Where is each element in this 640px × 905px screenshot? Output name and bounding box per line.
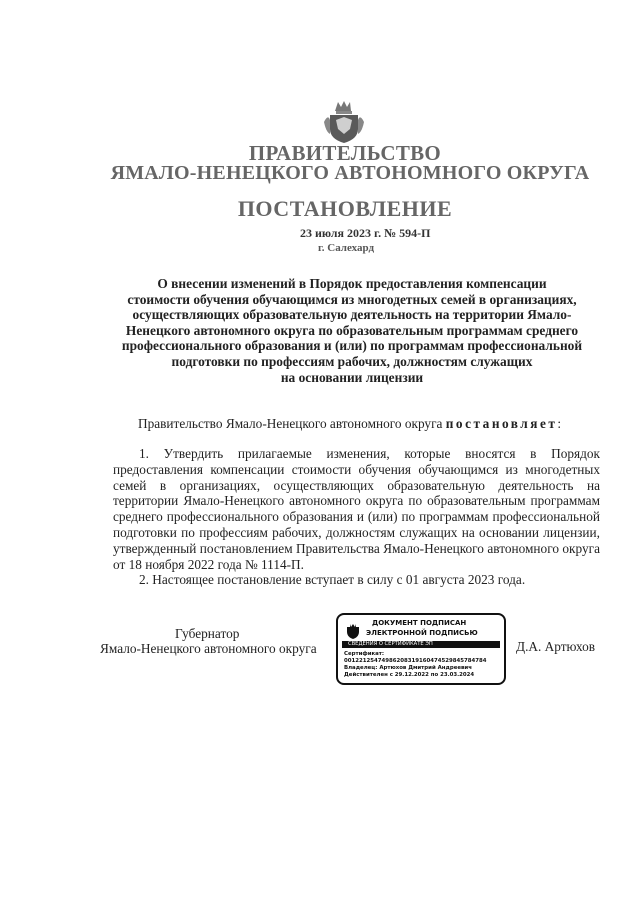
preamble-colon: :	[557, 416, 562, 431]
preamble	[138, 416, 561, 432]
title-line: профессионального образования и (или) по программам профессиональной	[121, 338, 583, 354]
signatory-title: Губернатор	[175, 626, 240, 641]
paragraph-1: 1. Утвердить прилагаемые изменения, которые вносятся в Порядок предоставления компенсации стоимости обучения обучающимся из многодетных семей в организациях, осуществляющих образовательную деятельность на территории Ямало-Ненецкого автономного округа по образовательным программам среднего профессионального образования и (или) по программам профессиональной подготовки по профессиям рабочих, должностям служащих на основании лицензии, утвержденный постановлением Правительства Ямало-Ненецкого автономного округа от 18 ноября 2022 года № 1114-П.	[113, 446, 600, 572]
stamp-emblem-icon	[346, 623, 360, 639]
stamp-cert-number: 00122125474986208319160474529845784784	[344, 658, 487, 664]
stamp-cert-label: Сертификат:	[344, 651, 385, 657]
coat-of-arms-icon	[322, 98, 366, 144]
document-title	[92, 276, 612, 385]
document-type-heading: ПОСТАНОВЛЕНИЕ	[237, 196, 453, 221]
stamp-line1: ДОКУМЕНТ ПОДПИСАН	[372, 619, 467, 627]
title-line: Ненецкого автономного округа по образовательным программам среднего	[125, 322, 579, 338]
title-line: на основании лицензии	[280, 369, 424, 385]
document-city: г. Салехард	[318, 242, 375, 254]
paragraph-2: 2. Настоящее постановление вступает в силу с 01 августа 2023 года.	[139, 572, 526, 588]
title-line: осуществляющих образовательную деятельность на территории Ямало-	[132, 307, 572, 323]
preamble-emphasis: постановляет	[445, 416, 558, 431]
stamp-certificate-bar: СВЕДЕНИЯ О СЕРТИФИКАТЕ ЭП	[342, 641, 500, 648]
title-line: О внесении изменений в Порядок предоставления компенсации	[157, 276, 547, 291]
document-body	[113, 446, 600, 588]
government-heading: ПРАВИТЕЛЬСТВО	[248, 141, 442, 165]
preamble-text: Правительство Ямало-Ненецкого автономного округа	[138, 416, 443, 431]
region-heading: ЯМАЛО-НЕНЕЦКОГО АВТОНОМНОГО ОКРУГА	[110, 162, 590, 184]
stamp-line2: ЭЛЕКТРОННОЙ ПОДПИСЬЮ	[366, 629, 478, 637]
signatory-name: Д.А. Артюхов	[516, 639, 596, 654]
stamp-owner: Владелец: Артюхов Дмитрий Андреевич	[344, 665, 472, 671]
signatory-organization: Ямало-Ненецкого автономного округа	[100, 641, 317, 656]
title-line: стоимости обучения обучающимся из многодетных семей в организациях,	[127, 291, 577, 307]
electronic-signature-stamp	[336, 613, 506, 685]
title-line: подготовки по профессиям рабочих, должностям служащих	[171, 353, 533, 369]
stamp-validity: Действителен с 29.12.2022 по 23.03.2024	[344, 672, 475, 678]
document-date-number: 23 июля 2023 г. № 594-П	[300, 226, 431, 240]
